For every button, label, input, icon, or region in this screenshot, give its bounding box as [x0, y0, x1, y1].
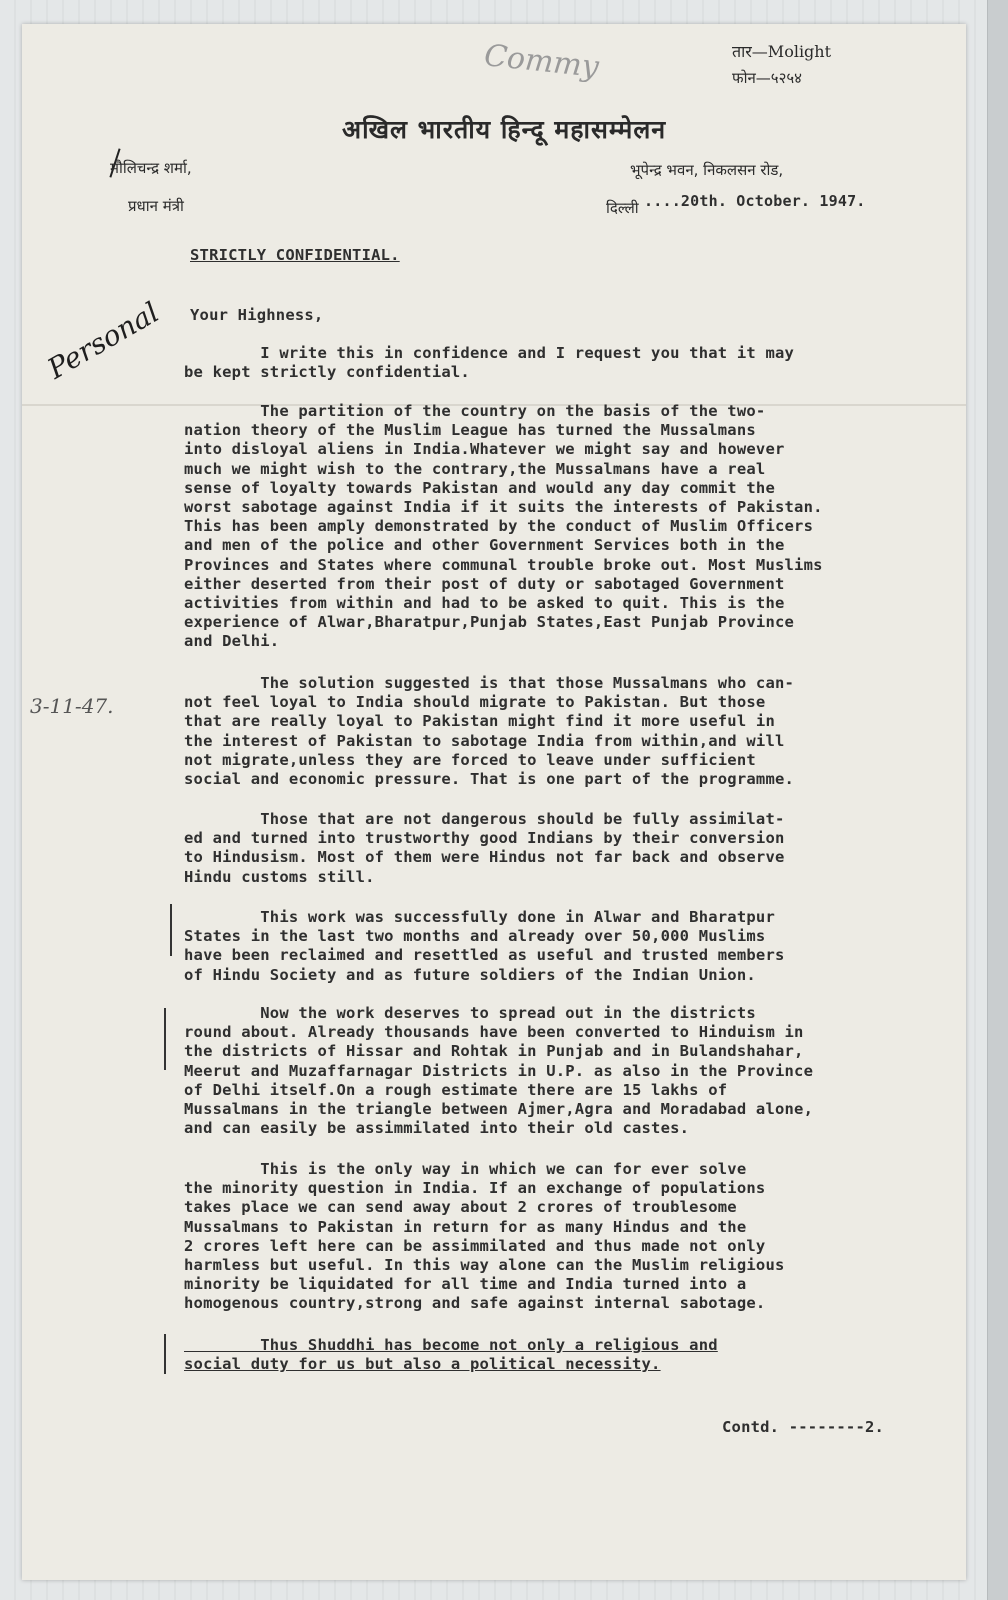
- text-line: worst sabotage against India if it suits the interests of Pakistan.: [184, 498, 823, 517]
- text-line: nation theory of the Muslim League has turned the Mussalmans: [184, 421, 756, 440]
- text-line: the districts of Hissar and Rohtak in Punjab and in Bulandshahar,: [184, 1042, 804, 1061]
- text-line: not feel loyal to India should migrate to Pakistan. But those: [184, 693, 766, 712]
- text-line: The solution suggested is that those Mussalmans who can-: [184, 674, 795, 692]
- paragraph-6: [184, 1004, 964, 1138]
- handwritten-date: 3-11-47.: [30, 694, 114, 718]
- handwritten-personal: Personal: [41, 295, 165, 386]
- text-line: homogenous country,strong and safe against internal sabotage.: [184, 1294, 766, 1313]
- salutation: Your Highness,: [190, 306, 324, 324]
- sender-role: प्रधान मंत्री: [128, 197, 184, 215]
- text-line: either deserted from their post of duty or sabotaged Government: [184, 574, 785, 593]
- confidential-heading: STRICTLY CONFIDENTIAL.: [190, 246, 400, 264]
- text-line: that are really loyal to Pakistan might find it more useful in: [184, 712, 775, 731]
- text-line: to Hindusism. Most of them were Hindus not far back and observe: [184, 848, 785, 867]
- text-line: and Delhi.: [184, 632, 280, 651]
- letter-page: [22, 24, 966, 1580]
- text-line: into disloyal aliens in India.Whatever we might say and however: [184, 440, 785, 459]
- text-line: States in the last two months and already over 50,000 Muslims: [184, 927, 766, 946]
- text-line: This work was successfully done in Alwar and Bharatpur: [184, 908, 775, 926]
- city-label: दिल्ली: [606, 199, 639, 217]
- text-line: Mussalmans in the triangle between Ajmer,Agra and Moradabad alone,: [184, 1100, 814, 1119]
- text-line: social duty for us but also a political necessity.: [184, 1355, 661, 1374]
- paragraph-8: [184, 1336, 964, 1374]
- margin-mark: [170, 904, 172, 956]
- text-line: Now the work deserves to spread out in the districts: [184, 1004, 756, 1022]
- text-line: Mussalmans to Pakistan in return for as many Hindus and the: [184, 1217, 747, 1236]
- paragraph-4: [184, 810, 964, 887]
- text-line: be kept strictly confidential.: [184, 363, 470, 382]
- text-line: Provinces and States where communal trouble broke out. Most Muslims: [184, 555, 823, 574]
- text-line: have been reclaimed and resettled as useful and trusted members: [184, 946, 785, 965]
- text-line: This has been amply demonstrated by the conduct of Muslim Officers: [184, 517, 814, 536]
- text-line: ed and turned into trustworthy good Indians by their conversion: [184, 829, 785, 848]
- text-line: minority be liquidated for all time and India turned into a: [184, 1275, 747, 1294]
- sender-name: मौलिचन्द्र शर्मा,: [110, 159, 192, 177]
- text-line: round about. Already thousands have been converted to Hinduism in: [184, 1023, 804, 1042]
- continued-marker: Contd. --------2.: [722, 1418, 885, 1436]
- text-line: much we might wish to the contrary,the Mussalmans have a real: [184, 459, 766, 478]
- text-line: Those that are not dangerous should be fully assimilat-: [184, 810, 785, 828]
- paragraph-5: [184, 908, 964, 985]
- letter-date: ....20th. October. 1947.: [644, 192, 866, 210]
- text-line: Meerut and Muzaffarnagar Districts in U.P. as also in the Province: [184, 1061, 814, 1080]
- letterhead-title: अखिल भारतीय हिन्दू महासम्मेलन: [342, 115, 667, 144]
- text-line: the interest of Pakistan to sabotage India from within,and will: [184, 731, 785, 750]
- text-line: The partition of the country on the basis of the two-: [184, 402, 766, 420]
- text-line: Hindu customs still.: [184, 867, 375, 886]
- paragraph-7: [184, 1160, 964, 1314]
- text-line: of Hindu Society and as future soldiers of the Indian Union.: [184, 965, 756, 984]
- scanner-edge: [987, 0, 1008, 1600]
- text-line: of Delhi itself.On a rough estimate there are 15 lakhs of: [184, 1080, 728, 1099]
- paragraph-2: [184, 402, 964, 652]
- text-line: This is the only way in which we can for ever solve: [184, 1160, 747, 1178]
- sender-address: भूपेन्द्र भवन, निकलसन रोड,: [630, 161, 784, 179]
- phone-number: फोन—५२५४: [732, 69, 802, 87]
- text-line: activities from within and had to be asked to quit. This is the: [184, 594, 785, 613]
- text-line: the minority question in India. If an exchange of populations: [184, 1179, 766, 1198]
- margin-mark: [164, 1334, 166, 1374]
- text-line: takes place we can send away about 2 crores of troublesome: [184, 1198, 737, 1217]
- text-line: and can easily be assimmilated into their old castes.: [184, 1119, 690, 1138]
- paragraph-3: [184, 674, 964, 789]
- text-line: harmless but useful. In this way alone can the Muslim religious: [184, 1256, 785, 1275]
- text-line: I write this in confidence and I request you that it may: [184, 344, 795, 362]
- margin-mark: [164, 1008, 166, 1070]
- telegram-address: तार—Molight: [732, 42, 832, 61]
- text-line: Thus Shuddhi has become not only a religious and: [184, 1336, 718, 1354]
- text-line: social and economic pressure. That is one part of the programme.: [184, 770, 795, 789]
- text-line: 2 crores left here can be assimmilated and thus made not only: [184, 1236, 766, 1255]
- paragraph-1: [184, 344, 964, 382]
- text-line: not migrate,unless they are forced to leave under sufficient: [184, 750, 756, 769]
- handwritten-note: Commy: [482, 38, 601, 85]
- text-line: experience of Alwar,Bharatpur,Punjab States,East Punjab Province: [184, 613, 795, 632]
- text-line: sense of loyalty towards Pakistan and would any day commit the: [184, 478, 775, 497]
- text-line: and men of the police and other Government Services both in the: [184, 536, 785, 555]
